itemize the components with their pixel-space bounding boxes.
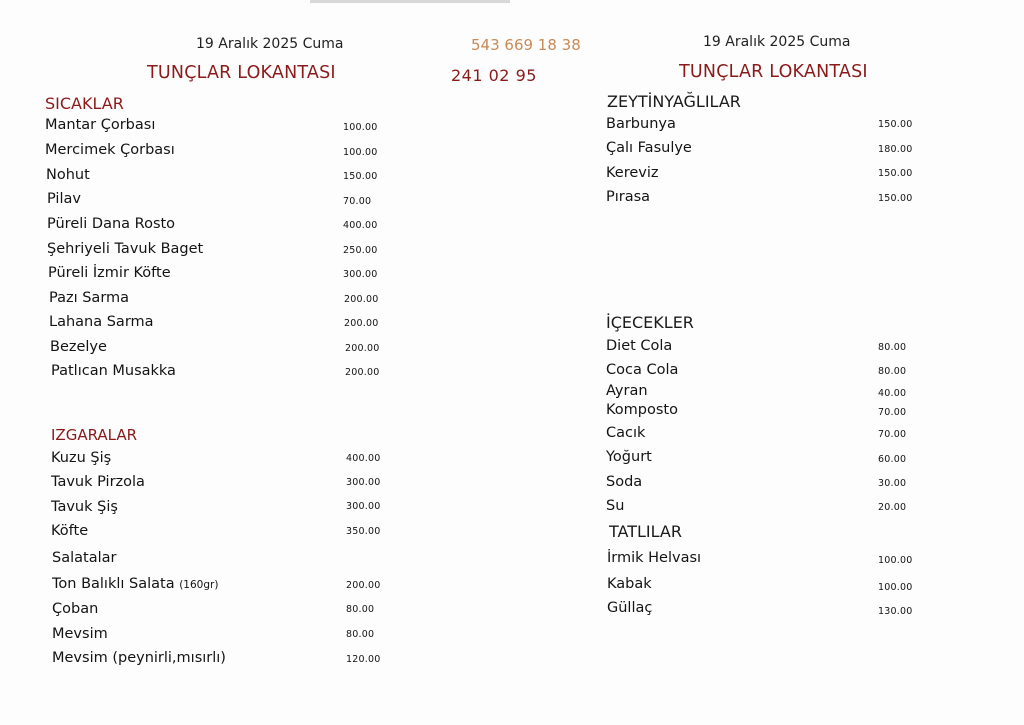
menu-item-name: Çalı Fasulye bbox=[606, 140, 692, 156]
category-icecekler-heading: İÇECEKLER bbox=[606, 313, 694, 332]
menu-item-name: Püreli İzmir Köfte bbox=[48, 265, 171, 281]
menu-item-name: İrmik Helvası bbox=[607, 550, 702, 566]
menu-item-name: Köfte bbox=[51, 523, 89, 539]
category-sicaklar-heading: SICAKLAR bbox=[45, 94, 124, 113]
menu-item-price: 250.00 bbox=[343, 245, 378, 256]
menu-item-name: Cacık bbox=[606, 425, 646, 441]
menu-item-name: Yoğurt bbox=[606, 449, 652, 465]
menu-item-price: 60.00 bbox=[878, 454, 907, 465]
menu-item-name bbox=[52, 576, 218, 592]
menu-item-price: 100.00 bbox=[878, 555, 913, 566]
menu-item-price: 70.00 bbox=[343, 196, 372, 207]
menu-item-price: 80.00 bbox=[878, 366, 907, 377]
menu-item-price: 200.00 bbox=[344, 318, 379, 329]
category-izgaralar-heading: IZGARALAR bbox=[51, 426, 138, 444]
top-edge-line bbox=[310, 0, 510, 3]
menu-item-name: Mevsim bbox=[52, 626, 108, 642]
menu-item-price: 350.00 bbox=[346, 526, 381, 537]
menu-item-price: 150.00 bbox=[878, 119, 913, 130]
menu-item-name: Nohut bbox=[46, 167, 90, 183]
menu-item-name: Kereviz bbox=[606, 165, 659, 181]
menu-item-price: 150.00 bbox=[878, 168, 913, 179]
menu-item-name: Tavuk Şiş bbox=[51, 499, 118, 515]
menu-item-price: 200.00 bbox=[345, 343, 380, 354]
menu-item-name: Kabak bbox=[607, 576, 652, 592]
menu-item-name: Komposto bbox=[606, 402, 678, 418]
menu-item-price: 80.00 bbox=[346, 629, 375, 640]
menu-item-price: 80.00 bbox=[878, 342, 907, 353]
menu-item-name: Püreli Dana Rosto bbox=[47, 216, 176, 232]
menu-item-price: 20.00 bbox=[878, 502, 907, 513]
menu-item-price: 200.00 bbox=[346, 580, 381, 591]
menu-item-name: Su bbox=[606, 498, 625, 514]
menu-item-name: Patlıcan Musakka bbox=[51, 363, 176, 379]
menu-item-price: 180.00 bbox=[878, 144, 913, 155]
menu-item-name: Ayran bbox=[606, 383, 648, 399]
menu-item-name: Mevsim (peynirli,mısırlı) bbox=[52, 650, 226, 666]
menu-item-price: 300.00 bbox=[346, 501, 381, 512]
menu-item-name: Çoban bbox=[52, 601, 99, 617]
menu-item-name: Kuzu Şiş bbox=[51, 450, 112, 466]
menu-item-price: 130.00 bbox=[878, 606, 913, 617]
menu-item-name: Bezelye bbox=[50, 339, 107, 355]
menu-item-name: Şehriyeli Tavuk Baget bbox=[47, 241, 204, 257]
left-date: 19 Aralık 2025 Cuma bbox=[196, 36, 344, 52]
menu-item-name: Diet Cola bbox=[606, 338, 673, 354]
menu-item-price: 120.00 bbox=[346, 654, 381, 665]
menu-item-price: 80.00 bbox=[346, 604, 375, 615]
menu-item-name-text: Ton Balıklı Salata bbox=[52, 576, 175, 592]
category-tatlilar-heading: TATLILAR bbox=[609, 522, 682, 541]
menu-item-price: 100.00 bbox=[878, 582, 913, 593]
menu-item-name: Mantar Çorbası bbox=[45, 117, 156, 133]
menu-item-name: Mercimek Çorbası bbox=[45, 142, 175, 158]
menu-item-price: 70.00 bbox=[878, 429, 907, 440]
menu-item-price: 200.00 bbox=[345, 367, 380, 378]
right-restaurant-title: TUNÇLAR LOKANTASI bbox=[679, 62, 868, 82]
menu-item-portion-note: (160gr) bbox=[179, 579, 219, 591]
menu-item-name: Coca Cola bbox=[606, 362, 679, 378]
menu-item-name: Pırasa bbox=[606, 189, 651, 205]
menu-item-price: 100.00 bbox=[343, 147, 378, 158]
menu-item-price: 150.00 bbox=[878, 193, 913, 204]
menu-item-price: 300.00 bbox=[343, 269, 378, 280]
menu-item-name: Lahana Sarma bbox=[49, 314, 154, 330]
category-salatalar-heading: Salatalar bbox=[52, 550, 117, 566]
phone-number-mobile: 543 669 18 38 bbox=[471, 36, 581, 54]
menu-item-price: 300.00 bbox=[346, 477, 381, 488]
right-date: 19 Aralık 2025 Cuma bbox=[703, 34, 851, 50]
menu-item-price: 200.00 bbox=[344, 294, 379, 305]
category-zeytinyaglilar-heading: ZEYTİNYAĞLILAR bbox=[607, 92, 741, 111]
menu-item-name: Barbunya bbox=[606, 116, 676, 132]
menu-item-name: Tavuk Pirzola bbox=[51, 474, 145, 490]
left-restaurant-title: TUNÇLAR LOKANTASI bbox=[147, 63, 336, 83]
menu-item-price: 100.00 bbox=[343, 122, 378, 133]
menu-item-price: 30.00 bbox=[878, 478, 907, 489]
phone-number-landline: 241 02 95 bbox=[451, 66, 537, 85]
menu-item-price: 400.00 bbox=[343, 220, 378, 231]
menu-item-price: 40.00 bbox=[878, 388, 907, 399]
menu-item-name: Pilav bbox=[47, 191, 81, 207]
menu-item-price: 150.00 bbox=[343, 171, 378, 182]
menu-item-name: Güllaç bbox=[607, 600, 653, 616]
menu-item-name: Soda bbox=[606, 474, 643, 490]
menu-item-price: 400.00 bbox=[346, 453, 381, 464]
menu-item-price: 70.00 bbox=[878, 407, 907, 418]
menu-item-name: Pazı Sarma bbox=[49, 290, 130, 306]
